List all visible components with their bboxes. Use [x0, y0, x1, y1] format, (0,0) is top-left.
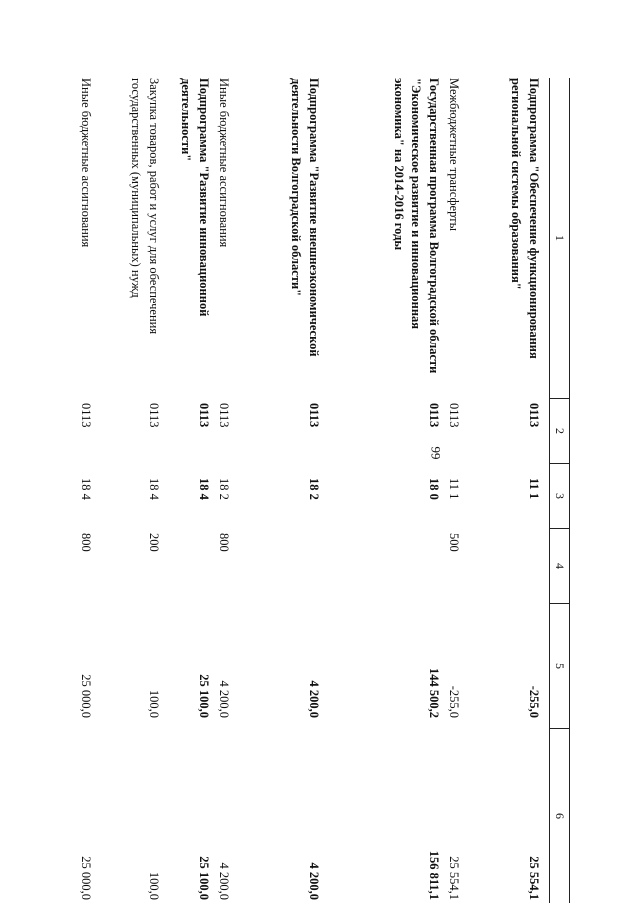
row-name: Иные бюджетные ассигнования: [79, 78, 93, 248]
row-change-amount-value: -255,0: [447, 685, 461, 718]
row-expense-type: 800: [217, 533, 231, 552]
row-section-code: 0113: [307, 403, 321, 428]
row-total-amount-value: 25 554,1: [447, 856, 461, 900]
row-name: Иные бюджетные ассигнования: [217, 78, 231, 248]
column-header-6: 6: [553, 813, 567, 819]
row-total-amount-value: 156 811,1: [427, 850, 441, 900]
row-target-code: 18 0: [427, 478, 441, 500]
row-name: Закупка товаров, работ и услуг для обеспечения государственных (муниципальных) нужд: [129, 78, 161, 335]
row-change-amount-value: 4 200,0: [217, 680, 231, 718]
row-target-code: 11 1: [527, 478, 541, 500]
column-header-1: 1: [553, 235, 567, 241]
row-expense-type: 800: [79, 533, 93, 552]
row-section-code: 0113: [147, 403, 161, 428]
table-header-border: [549, 78, 550, 903]
column-divider: [550, 728, 570, 729]
row-total-amount-value: 4 200,0: [217, 862, 231, 900]
column-header-4: 4: [553, 563, 567, 569]
row-target-code: 11 1: [447, 478, 461, 500]
page-number: 66: [428, 446, 443, 460]
column-divider: [550, 398, 570, 399]
row-section-code: 0113: [447, 403, 461, 428]
row-target-code: 18 4: [79, 478, 93, 500]
row-section-code: 0113: [197, 403, 211, 428]
budget-table: [60, 78, 570, 903]
row-total-amount-value: 25 554,1: [527, 856, 541, 900]
row-section-code: 0113: [427, 403, 441, 428]
row-change-amount-value: 25 100,0: [197, 674, 211, 718]
row-section-code: 0113: [217, 403, 231, 428]
row-total-amount-value: 25 000,0: [79, 856, 93, 900]
row-expense-type: 500: [447, 533, 461, 552]
column-header-3: 3: [553, 493, 567, 499]
row-change-amount-value: -255,0: [527, 685, 541, 718]
row-change-amount-value: 100,0: [147, 689, 161, 718]
row-target-code: 18 4: [147, 478, 161, 500]
row-change-amount-value: 25 000,0: [79, 674, 93, 718]
column-divider: [550, 528, 570, 529]
row-target-code: 18 4: [197, 478, 211, 500]
row-section-code: 0113: [527, 403, 541, 428]
row-total-amount-value: 25 100,0: [197, 856, 211, 900]
row-change-amount-value: 144 500,2: [427, 668, 441, 718]
column-header-2: 2: [553, 428, 567, 434]
row-change-amount-value: 4 200,0: [307, 680, 321, 718]
row-total-amount-value: 4 200,0: [307, 862, 321, 900]
column-divider: [550, 463, 570, 464]
row-total-amount-value: 100,0: [147, 871, 161, 900]
row-name: Подпрограмма "Развитие внешнеэкономической деятельности Волгоградской области": [289, 78, 321, 357]
row-name: Государственная программа Волгоградской области "Экономическое развитие и инновационная экономика" на 2014-2016 годы: [392, 78, 441, 374]
row-target-code: 18 2: [217, 478, 231, 500]
row-name: Межбюджетные трансферты: [447, 78, 461, 232]
row-target-code: 18 2: [307, 478, 321, 500]
column-header-5: 5: [553, 663, 567, 669]
row-name: Подпрограмма "Развитие инновационной деятельности": [179, 78, 211, 317]
row-name: Подпрограмма "Обеспечение функционирования региональной системы образования": [509, 78, 541, 359]
table-top-border: [569, 78, 570, 903]
row-expense-type: 200: [147, 533, 161, 552]
column-divider: [550, 603, 570, 604]
row-section-code: 0113: [79, 403, 93, 428]
